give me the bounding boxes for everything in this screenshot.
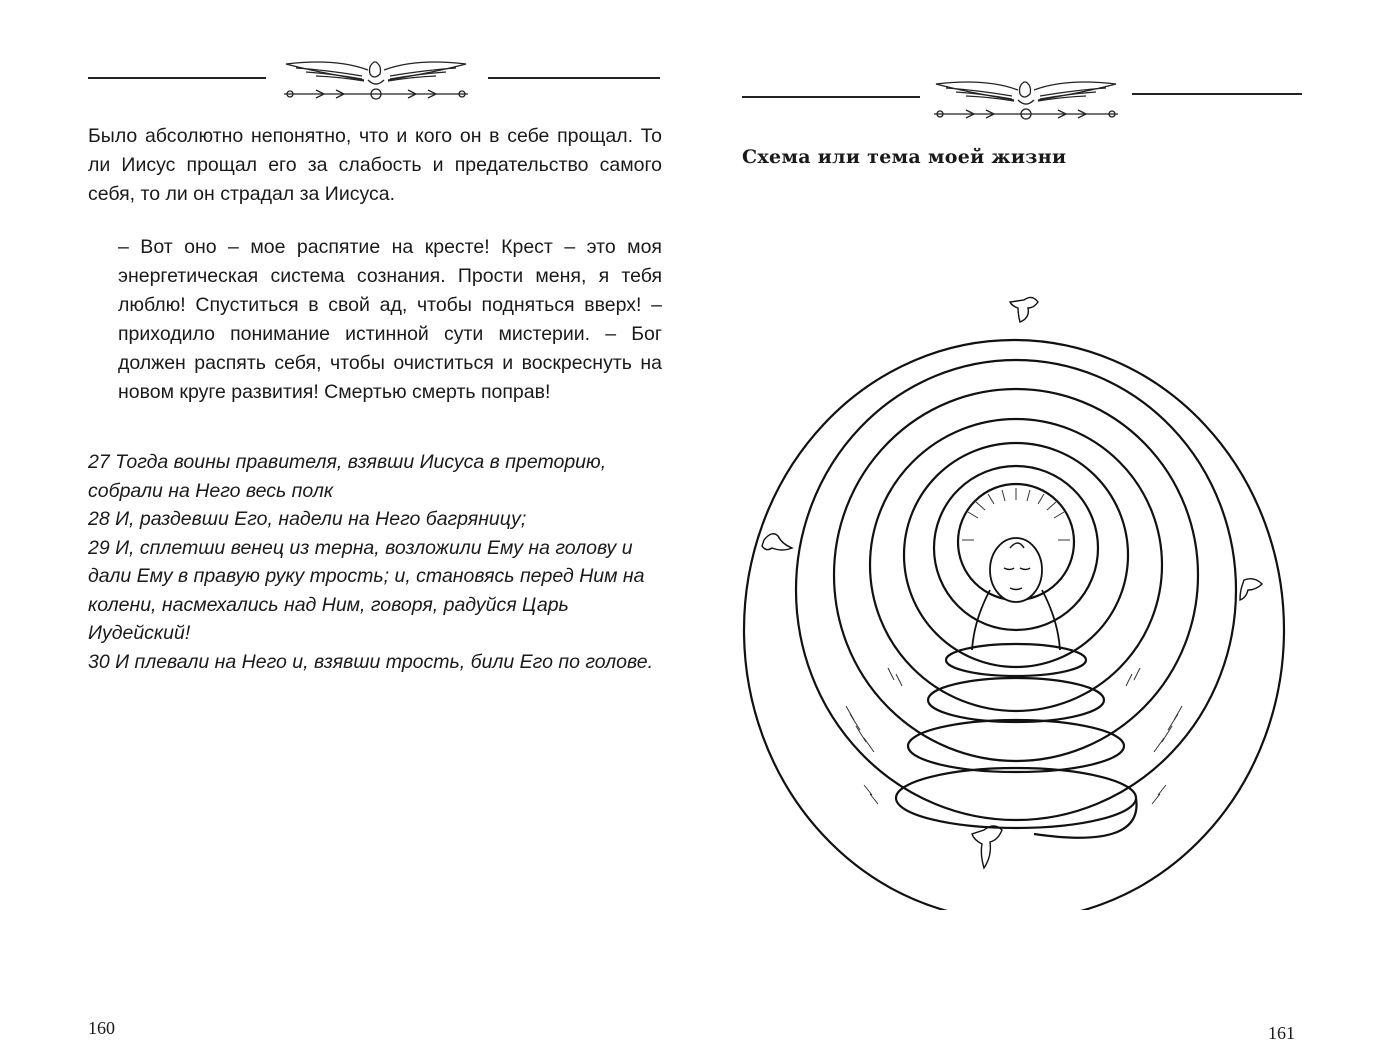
verses-block xyxy=(88,448,664,676)
dove-icon xyxy=(1240,579,1262,600)
paragraph-text: Было абсолютно непонятно, что и кого он в себе прощал. То ли Иисус прощал его за слабость и предательство самого себя, то ли он страдал за Иисуса. xyxy=(88,125,662,205)
header-rule-right xyxy=(1132,93,1302,95)
life-scheme-diagram xyxy=(734,290,1334,910)
verse-27: 27 Тогда воины правителя, взявши Иисуса в преторию, собрали на Него весь полк xyxy=(88,451,607,502)
quote-text: – Вот оно – мое распятие на кресте! Крест – это моя энергетическая система сознания. Прости меня, я тебя люблю! Спуститься в свой ад, чтобы подняться вверх! – приходило понимание истинной сути мистерии. – Бог должен распять себя, чтобы очиститься и воскреснуть на новом круге развития! Смертью смерть поправ! xyxy=(118,236,662,403)
outer-circle xyxy=(744,340,1284,910)
section-heading: Схема или тема моей жизни xyxy=(742,146,1067,168)
verse-29: 29 И, сплетши венец из терна, возложили Ему на голову и дали Ему в правую руку трость; и, становясь перед Ним на колени, насмехались над Ним, говоря, радуйся Царь Иудейский! xyxy=(88,536,645,644)
meditating-figure xyxy=(972,538,1060,650)
quote-block xyxy=(118,233,662,407)
header-rule-left xyxy=(742,96,920,98)
winged-emblem-ornament xyxy=(276,50,476,105)
right-page xyxy=(694,0,1388,1045)
header-rule-left xyxy=(88,77,266,79)
winged-emblem-ornament xyxy=(926,70,1126,125)
halo-rays xyxy=(962,488,1070,540)
body-paragraph xyxy=(88,122,662,209)
verse-30: 30 И плевали на Него и, взявши трость, били Его по голове. xyxy=(88,650,654,673)
page-number-right: 161 xyxy=(1268,1023,1295,1043)
dove-icon xyxy=(972,826,1002,868)
page-number-left: 160 xyxy=(88,1018,115,1038)
verse-28: 28 И, раздевши Его, надели на Него багряницу; xyxy=(88,508,527,530)
header-rule-right xyxy=(488,77,660,79)
dove-icon xyxy=(1010,297,1038,322)
dove-icon xyxy=(762,534,792,550)
